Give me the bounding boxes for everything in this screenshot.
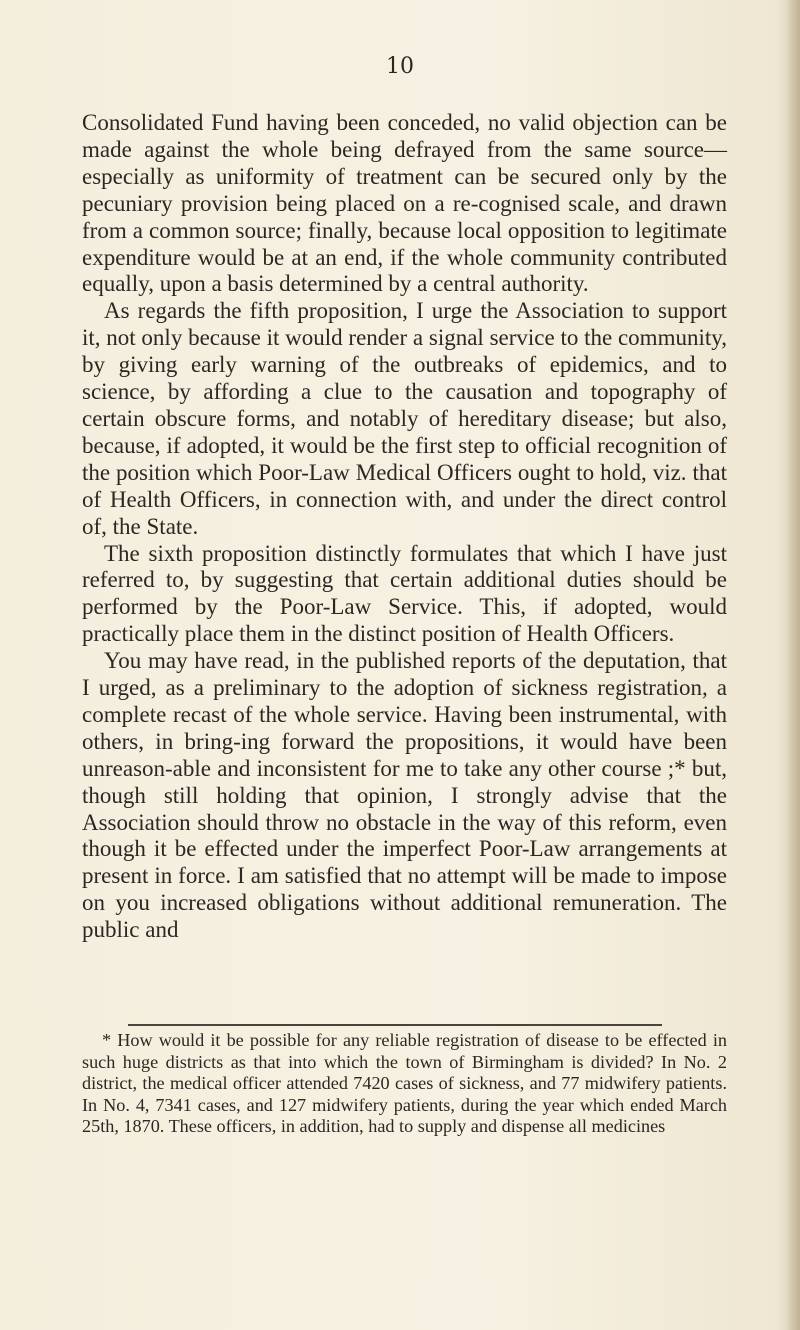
- paragraph-fifth-proposition: As regards the fifth proposition, I urge the Association to support it, not only because it would render a signal service to the community, by giving early warning of the outbreaks of epidemics, and to science, by affording a clue to the causation and topography of certain obscure forms, and notably of hereditary disease; but also, because, if adopted, it would be the first step to official recognition of the position which Poor-Law Medical Officers ought to hold, viz. that of Health Officers, in connection with, and under the direct control of, the State.: [82, 298, 727, 539]
- footnote-divider: [128, 1024, 662, 1026]
- page-number: 10: [386, 54, 414, 79]
- paragraph-consolidated-fund: Consolidated Fund having been conceded, no valid objection can be made against the whole being defrayed from the same source—especially as uniformity of treatment can be secured only by the pecuniary provision being placed on a re-cognised scale, and drawn from a common source; finally, because local opposition to legitimate expenditure would be at an end, if the whole community contributed equally, upon a basis determined by a central authority.: [82, 110, 727, 297]
- paragraph-deputation: You may have read, in the published reports of the deputation, that I urged, as a preliminary to the adoption of sickness registration, a complete recast of the whole service. Having been instrumental, with others, in bring-ing forward the propositions, it would have been unreason-able and inconsistent for me to take any other course ;* but, though still holding that opinion, I strongly advise that the Association should throw no obstacle in the way of this reform, even though it be effected under the imperfect Poor-Law arrangements at present in force. I am satisfied that no attempt will be made to impose on you increased obligations without additional remuneration. The public and: [82, 648, 727, 943]
- paragraph-sixth-proposition: The sixth proposition distinctly formulates that which I have just referred to, by suggesting that certain additional duties should be performed by the Poor-Law Service. This, if adopted, would practically place them in the distinct position of Health Officers.: [82, 540, 727, 647]
- footnote: * How would it be possible for any reliable registration of disease to be effected in such huge districts as that into which the town of Birmingham is divided? In No. 2 district, the medical officer attended 7420 cases of sickness, and 77 midwifery patients. In No. 4, 7341 cases, and 127 midwifery patients, during the year which ended March 25th, 1870. These officers, in addition, had to supply and dispense all medicines: [82, 1030, 727, 1136]
- body-text: [82, 110, 727, 944]
- page-edge-shadow: [786, 0, 800, 1330]
